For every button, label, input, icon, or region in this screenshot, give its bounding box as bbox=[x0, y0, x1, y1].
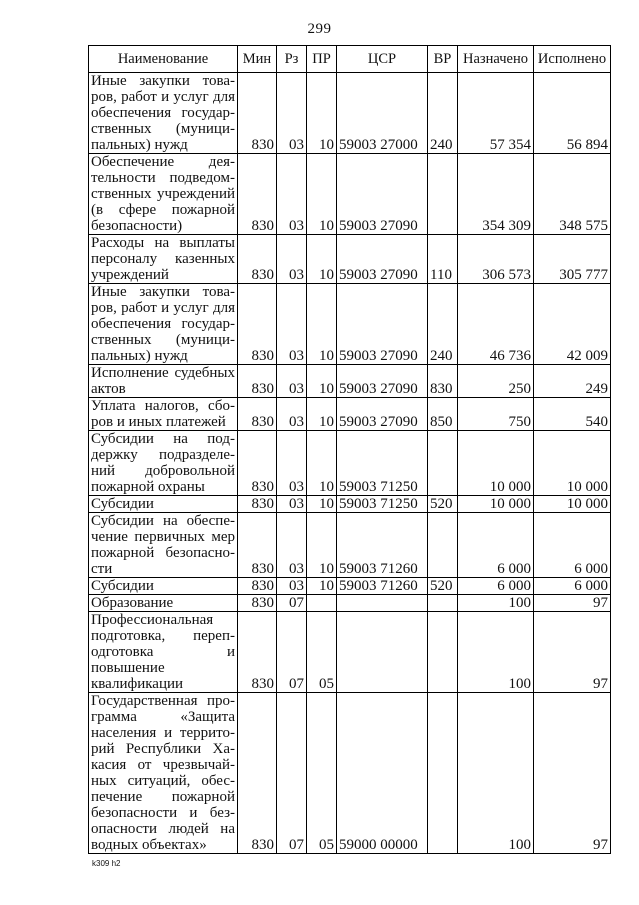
cell-pr: 05 bbox=[307, 693, 337, 854]
footer-code: k309 h2 bbox=[92, 859, 121, 868]
cell-assigned: 354 309 bbox=[458, 154, 534, 235]
table-row bbox=[89, 578, 611, 595]
table-row bbox=[89, 73, 611, 154]
cell-min: 830 bbox=[238, 496, 277, 513]
cell-pr: 10 bbox=[307, 365, 337, 398]
cell-executed: 249 bbox=[534, 365, 611, 398]
cell-vr bbox=[428, 612, 458, 693]
table-row bbox=[89, 612, 611, 693]
header-min: Мин bbox=[238, 46, 277, 73]
cell-pr: 10 bbox=[307, 398, 337, 431]
cell-executed: 10 000 bbox=[534, 496, 611, 513]
table-row bbox=[89, 693, 611, 854]
cell-rz: 03 bbox=[277, 73, 307, 154]
cell-pr: 10 bbox=[307, 496, 337, 513]
cell-name: Государственная программа «Защита населения и территорий Республики Хакасия от чрезвычайных ситуаций, обеспечение пожарной безопасности и безопасности людей на водных объектах» bbox=[89, 693, 238, 854]
cell-assigned: 6 000 bbox=[458, 513, 534, 578]
table-row bbox=[89, 496, 611, 513]
table-row bbox=[89, 235, 611, 284]
cell-vr: 520 bbox=[428, 496, 458, 513]
cell-executed: 97 bbox=[534, 612, 611, 693]
cell-csr: 59003 27090 bbox=[337, 235, 428, 284]
cell-assigned: 100 bbox=[458, 612, 534, 693]
cell-name: Исполнение судебных актов bbox=[89, 365, 238, 398]
cell-executed: 42 009 bbox=[534, 284, 611, 365]
header-rz: Рз bbox=[277, 46, 307, 73]
cell-assigned: 100 bbox=[458, 595, 534, 612]
header-vr: ВР bbox=[428, 46, 458, 73]
cell-min: 830 bbox=[238, 595, 277, 612]
cell-min: 830 bbox=[238, 578, 277, 595]
cell-executed: 6 000 bbox=[534, 578, 611, 595]
cell-pr: 10 bbox=[307, 235, 337, 284]
cell-csr: 59003 71260 bbox=[337, 513, 428, 578]
cell-rz: 03 bbox=[277, 235, 307, 284]
cell-vr bbox=[428, 693, 458, 854]
cell-vr: 520 bbox=[428, 578, 458, 595]
cell-rz: 03 bbox=[277, 431, 307, 496]
cell-name: Иные закупки товаров, работ и услуг для обеспечения государственных (муниципальных) нужд bbox=[89, 73, 238, 154]
cell-vr: 850 bbox=[428, 398, 458, 431]
cell-rz: 03 bbox=[277, 284, 307, 365]
cell-vr: 830 bbox=[428, 365, 458, 398]
cell-csr bbox=[337, 612, 428, 693]
cell-csr bbox=[337, 595, 428, 612]
cell-name: Субсидии bbox=[89, 578, 238, 595]
cell-executed: 10 000 bbox=[534, 431, 611, 496]
cell-csr: 59000 00000 bbox=[337, 693, 428, 854]
cell-min: 830 bbox=[238, 612, 277, 693]
cell-min: 830 bbox=[238, 365, 277, 398]
cell-csr: 59003 27090 bbox=[337, 365, 428, 398]
table-row bbox=[89, 431, 611, 496]
header-assigned: Назначено bbox=[458, 46, 534, 73]
cell-csr: 59003 71250 bbox=[337, 431, 428, 496]
cell-pr bbox=[307, 595, 337, 612]
cell-name: Субсидии на обеспечение первичных мер пожарной безопасности bbox=[89, 513, 238, 578]
cell-assigned: 10 000 bbox=[458, 431, 534, 496]
cell-pr: 10 bbox=[307, 578, 337, 595]
cell-rz: 03 bbox=[277, 365, 307, 398]
cell-csr: 59003 27000 bbox=[337, 73, 428, 154]
cell-min: 830 bbox=[238, 154, 277, 235]
cell-executed: 97 bbox=[534, 595, 611, 612]
cell-rz: 07 bbox=[277, 612, 307, 693]
table-row bbox=[89, 154, 611, 235]
page-number: 299 bbox=[307, 21, 332, 37]
cell-pr: 10 bbox=[307, 284, 337, 365]
cell-name: Профессиональная подготовка, переподготовка и повышение квалификации bbox=[89, 612, 238, 693]
cell-csr: 59003 71250 bbox=[337, 496, 428, 513]
cell-vr: 240 bbox=[428, 73, 458, 154]
cell-executed: 6 000 bbox=[534, 513, 611, 578]
table-row bbox=[89, 398, 611, 431]
table-row bbox=[89, 365, 611, 398]
cell-assigned: 750 bbox=[458, 398, 534, 431]
cell-vr bbox=[428, 154, 458, 235]
cell-rz: 03 bbox=[277, 398, 307, 431]
cell-name: Обеспечение деятельности подведомственных учреждений (в сфере пожарной безопасности) bbox=[89, 154, 238, 235]
cell-assigned: 250 bbox=[458, 365, 534, 398]
cell-executed: 305 777 bbox=[534, 235, 611, 284]
cell-executed: 97 bbox=[534, 693, 611, 854]
cell-min: 830 bbox=[238, 284, 277, 365]
cell-assigned: 100 bbox=[458, 693, 534, 854]
cell-rz: 03 bbox=[277, 513, 307, 578]
table-row bbox=[89, 284, 611, 365]
cell-pr: 10 bbox=[307, 154, 337, 235]
cell-csr: 59003 27090 bbox=[337, 398, 428, 431]
cell-csr: 59003 27090 bbox=[337, 284, 428, 365]
cell-rz: 07 bbox=[277, 693, 307, 854]
cell-name: Расходы на выплаты персоналу казенных учреждений bbox=[89, 235, 238, 284]
cell-assigned: 46 736 bbox=[458, 284, 534, 365]
header-pr: ПР bbox=[307, 46, 337, 73]
cell-pr: 10 bbox=[307, 513, 337, 578]
cell-csr: 59003 71260 bbox=[337, 578, 428, 595]
cell-vr bbox=[428, 513, 458, 578]
cell-min: 830 bbox=[238, 513, 277, 578]
cell-min: 830 bbox=[238, 693, 277, 854]
cell-pr: 05 bbox=[307, 612, 337, 693]
cell-executed: 56 894 bbox=[534, 73, 611, 154]
cell-name: Субсидии на поддержку подразделений добровольной пожарной охраны bbox=[89, 431, 238, 496]
table-row bbox=[89, 513, 611, 578]
cell-pr: 10 bbox=[307, 431, 337, 496]
cell-name: Субсидии bbox=[89, 496, 238, 513]
cell-name: Иные закупки товаров, работ и услуг для обеспечения государственных (муниципальных) нужд bbox=[89, 284, 238, 365]
table-row bbox=[89, 595, 611, 612]
cell-rz: 07 bbox=[277, 595, 307, 612]
cell-csr: 59003 27090 bbox=[337, 154, 428, 235]
cell-min: 830 bbox=[238, 398, 277, 431]
cell-pr: 10 bbox=[307, 73, 337, 154]
cell-vr: 240 bbox=[428, 284, 458, 365]
cell-min: 830 bbox=[238, 235, 277, 284]
cell-min: 830 bbox=[238, 73, 277, 154]
cell-vr: 110 bbox=[428, 235, 458, 284]
cell-executed: 348 575 bbox=[534, 154, 611, 235]
header-executed: Исполнено bbox=[534, 46, 611, 73]
cell-rz: 03 bbox=[277, 496, 307, 513]
cell-rz: 03 bbox=[277, 154, 307, 235]
cell-assigned: 306 573 bbox=[458, 235, 534, 284]
cell-vr bbox=[428, 431, 458, 496]
cell-min: 830 bbox=[238, 431, 277, 496]
header-csr: ЦСР bbox=[337, 46, 428, 73]
cell-vr bbox=[428, 595, 458, 612]
cell-name: Образование bbox=[89, 595, 238, 612]
table-header-row bbox=[89, 46, 611, 73]
budget-table bbox=[88, 45, 611, 854]
cell-assigned: 57 354 bbox=[458, 73, 534, 154]
cell-name: Уплата налогов, сборов и иных платежей bbox=[89, 398, 238, 431]
cell-executed: 540 bbox=[534, 398, 611, 431]
header-name: Наименование bbox=[89, 46, 238, 73]
cell-rz: 03 bbox=[277, 578, 307, 595]
cell-assigned: 6 000 bbox=[458, 578, 534, 595]
cell-assigned: 10 000 bbox=[458, 496, 534, 513]
